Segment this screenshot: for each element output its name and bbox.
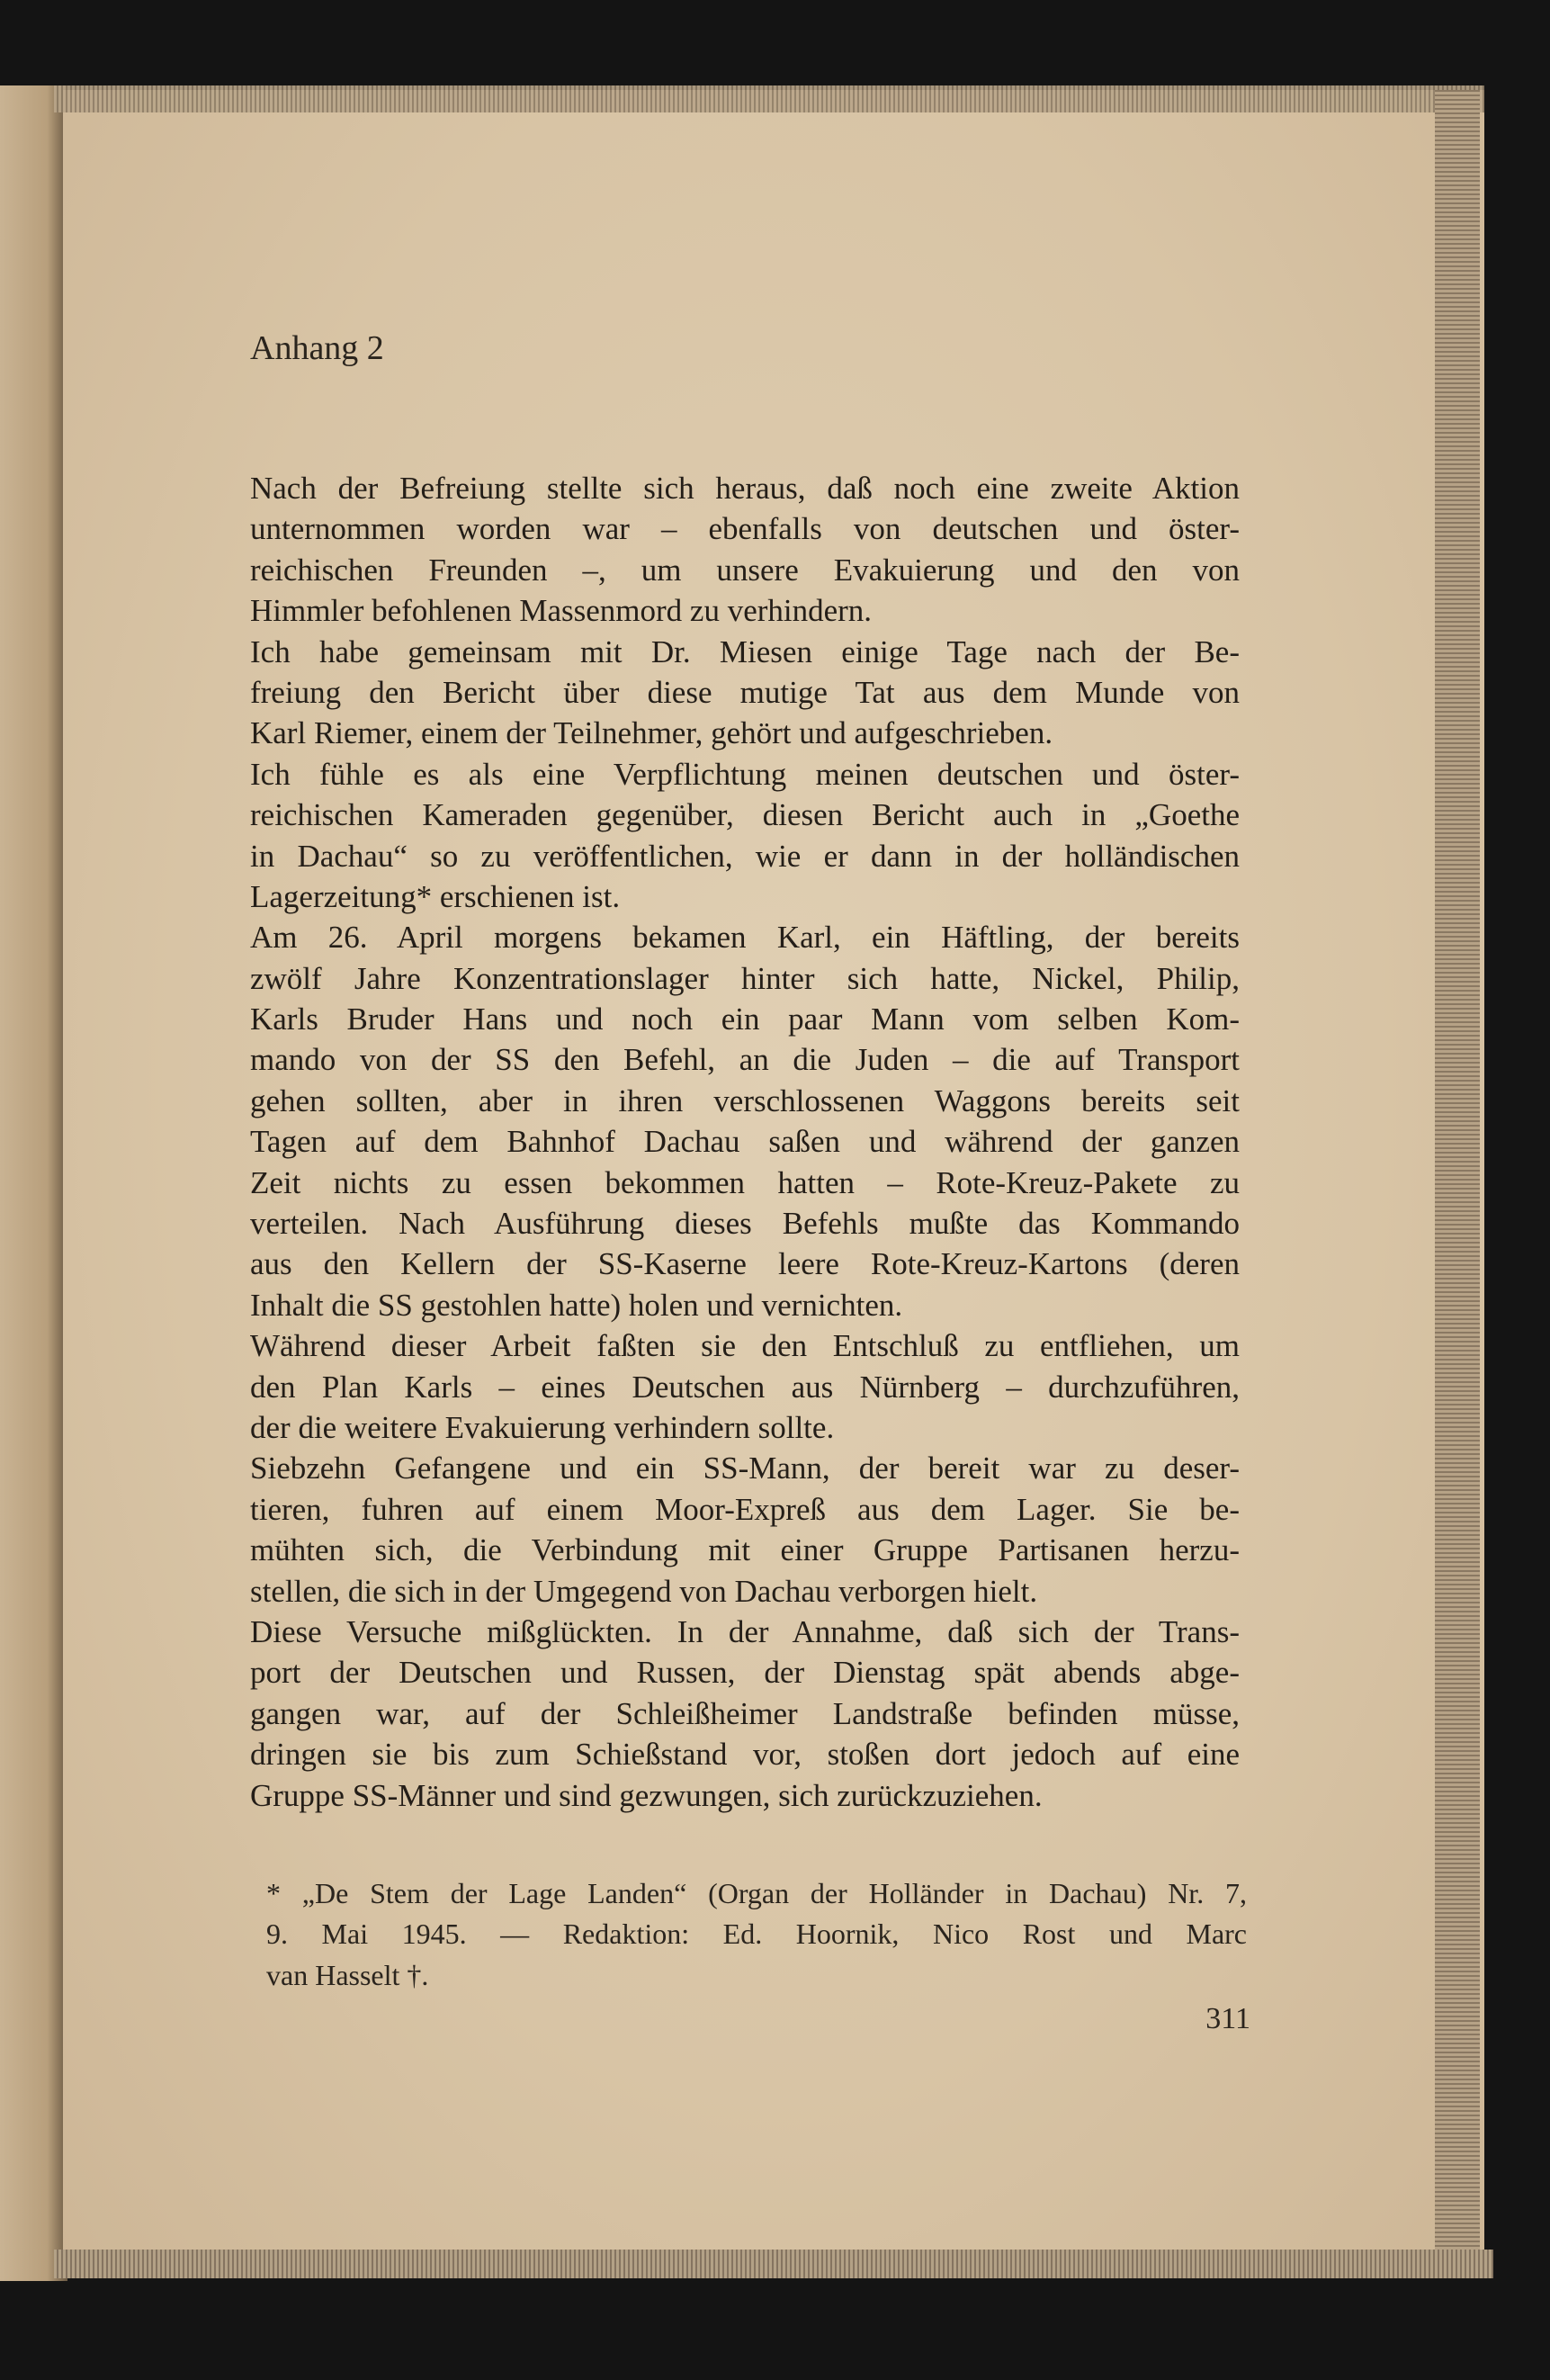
text-line: Diese Versuche mißglückten. In der Annahme, daß sich der Trans-	[250, 1613, 1240, 1649]
text-line: Inhalt die SS gestohlen hatte) holen und vernichten.	[250, 1287, 903, 1323]
running-header: Anhang 2	[250, 329, 384, 367]
text-line: dringen sie bis zum Schießstand vor, stoßen dort jedoch auf eine	[250, 1737, 1240, 1773]
text-line: zwölf Jahre Konzentrationslager hinter sich hatte, Nickel, Philip,	[250, 960, 1240, 996]
text-line: aus den Kellern der SS-Kaserne leere Rote-Kreuz-Kartons (deren	[250, 1246, 1240, 1282]
text-line: Ich habe gemeinsam mit Dr. Miesen einige Tage nach der Be-	[250, 633, 1240, 669]
text-line: tieren, fuhren auf einem Moor-Expreß aus dem Lager. Sie be-	[250, 1491, 1240, 1527]
text-line: in Dachau“ so zu veröffentlichen, wie er dann in der holländischen	[250, 838, 1240, 874]
binding-right-edge	[1435, 90, 1480, 2277]
text-line: Am 26. April morgens bekamen Karl, ein Häftling, der bereits	[250, 920, 1240, 956]
text-line: Siebzehn Gefangene und ein SS-Mann, der bereit war zu deser-	[250, 1450, 1240, 1486]
binding-bottom-edge	[54, 2250, 1493, 2278]
footnote-line: 9. Mai 1945. — Redaktion: Ed. Hoornik, Nico Rost und Marc	[266, 1917, 1247, 1951]
text-line: Tagen auf dem Bahnhof Dachau saßen und während der ganzen	[250, 1124, 1240, 1160]
body-text	[250, 468, 1240, 1816]
text-line: Nach der Befreiung stellte sich heraus, daß noch eine zweite Aktion	[250, 471, 1240, 506]
text-line: freiung den Bericht über diese mutige Tat aus dem Munde von	[250, 674, 1240, 710]
text-line: mando von der SS den Befehl, an die Juden – die auf Transport	[250, 1042, 1240, 1078]
text-line: mühten sich, die Verbindung mit einer Gruppe Partisanen herzu-	[250, 1532, 1240, 1568]
text-line: Zeit nichts zu essen bekommen hatten – Rote-Kreuz-Pakete zu	[250, 1164, 1240, 1200]
text-line: Ich fühle es als eine Verpflichtung meinen deutschen und öster-	[250, 756, 1240, 792]
text-line: stellen, die sich in der Umgegend von Dachau verborgen hielt.	[250, 1573, 1038, 1609]
text-line: Himmler befohlenen Massenmord zu verhindern.	[250, 593, 873, 629]
footnote-line: van Hasselt †.	[266, 1958, 429, 1991]
text-line: verteilen. Nach Ausführung dieses Befehls mußte das Kommando	[250, 1206, 1240, 1242]
text-line: unternommen worden war – ebenfalls von deutschen und öster-	[250, 511, 1240, 547]
footnote	[266, 1873, 1247, 1996]
binding-top-edge	[54, 85, 1484, 112]
text-line: Gruppe SS-Männer und sind gezwungen, sich zurückzuziehen.	[250, 1777, 1043, 1813]
text-line: der die weitere Evakuierung verhindern sollte.	[250, 1409, 835, 1445]
text-line: gangen war, auf der Schleißheimer Landstraße befinden müsse,	[250, 1695, 1240, 1731]
text-line: den Plan Karls – eines Deutschen aus Nürnberg – durchzuführen,	[250, 1369, 1240, 1405]
text-line: reichischen Freunden –, um unsere Evakuierung und den von	[250, 552, 1240, 588]
facing-page-edge	[0, 85, 67, 2281]
text-line: Karls Bruder Hans und noch ein paar Mann vom selben Kom-	[250, 1001, 1240, 1037]
text-line: Während dieser Arbeit faßten sie den Entschluß zu entfliehen, um	[250, 1328, 1240, 1364]
text-line: Lagerzeitung* erschienen ist.	[250, 878, 621, 914]
text-line: Karl Riemer, einem der Teilnehmer, gehört und aufgeschrieben.	[250, 715, 1053, 751]
text-line: reichischen Kameraden gegenüber, diesen Bericht auch in „Goethe	[250, 797, 1240, 833]
page-number: 311	[1205, 2002, 1250, 2035]
footnote-line: * „De Stem der Lage Landen“ (Organ der Holländer in Dachau) Nr. 7,	[266, 1877, 1247, 1909]
text-line: port der Deutschen und Russen, der Dienstag spät abends abge-	[250, 1655, 1240, 1691]
text-line: gehen sollten, aber in ihren verschlossenen Waggons bereits seit	[250, 1082, 1240, 1118]
